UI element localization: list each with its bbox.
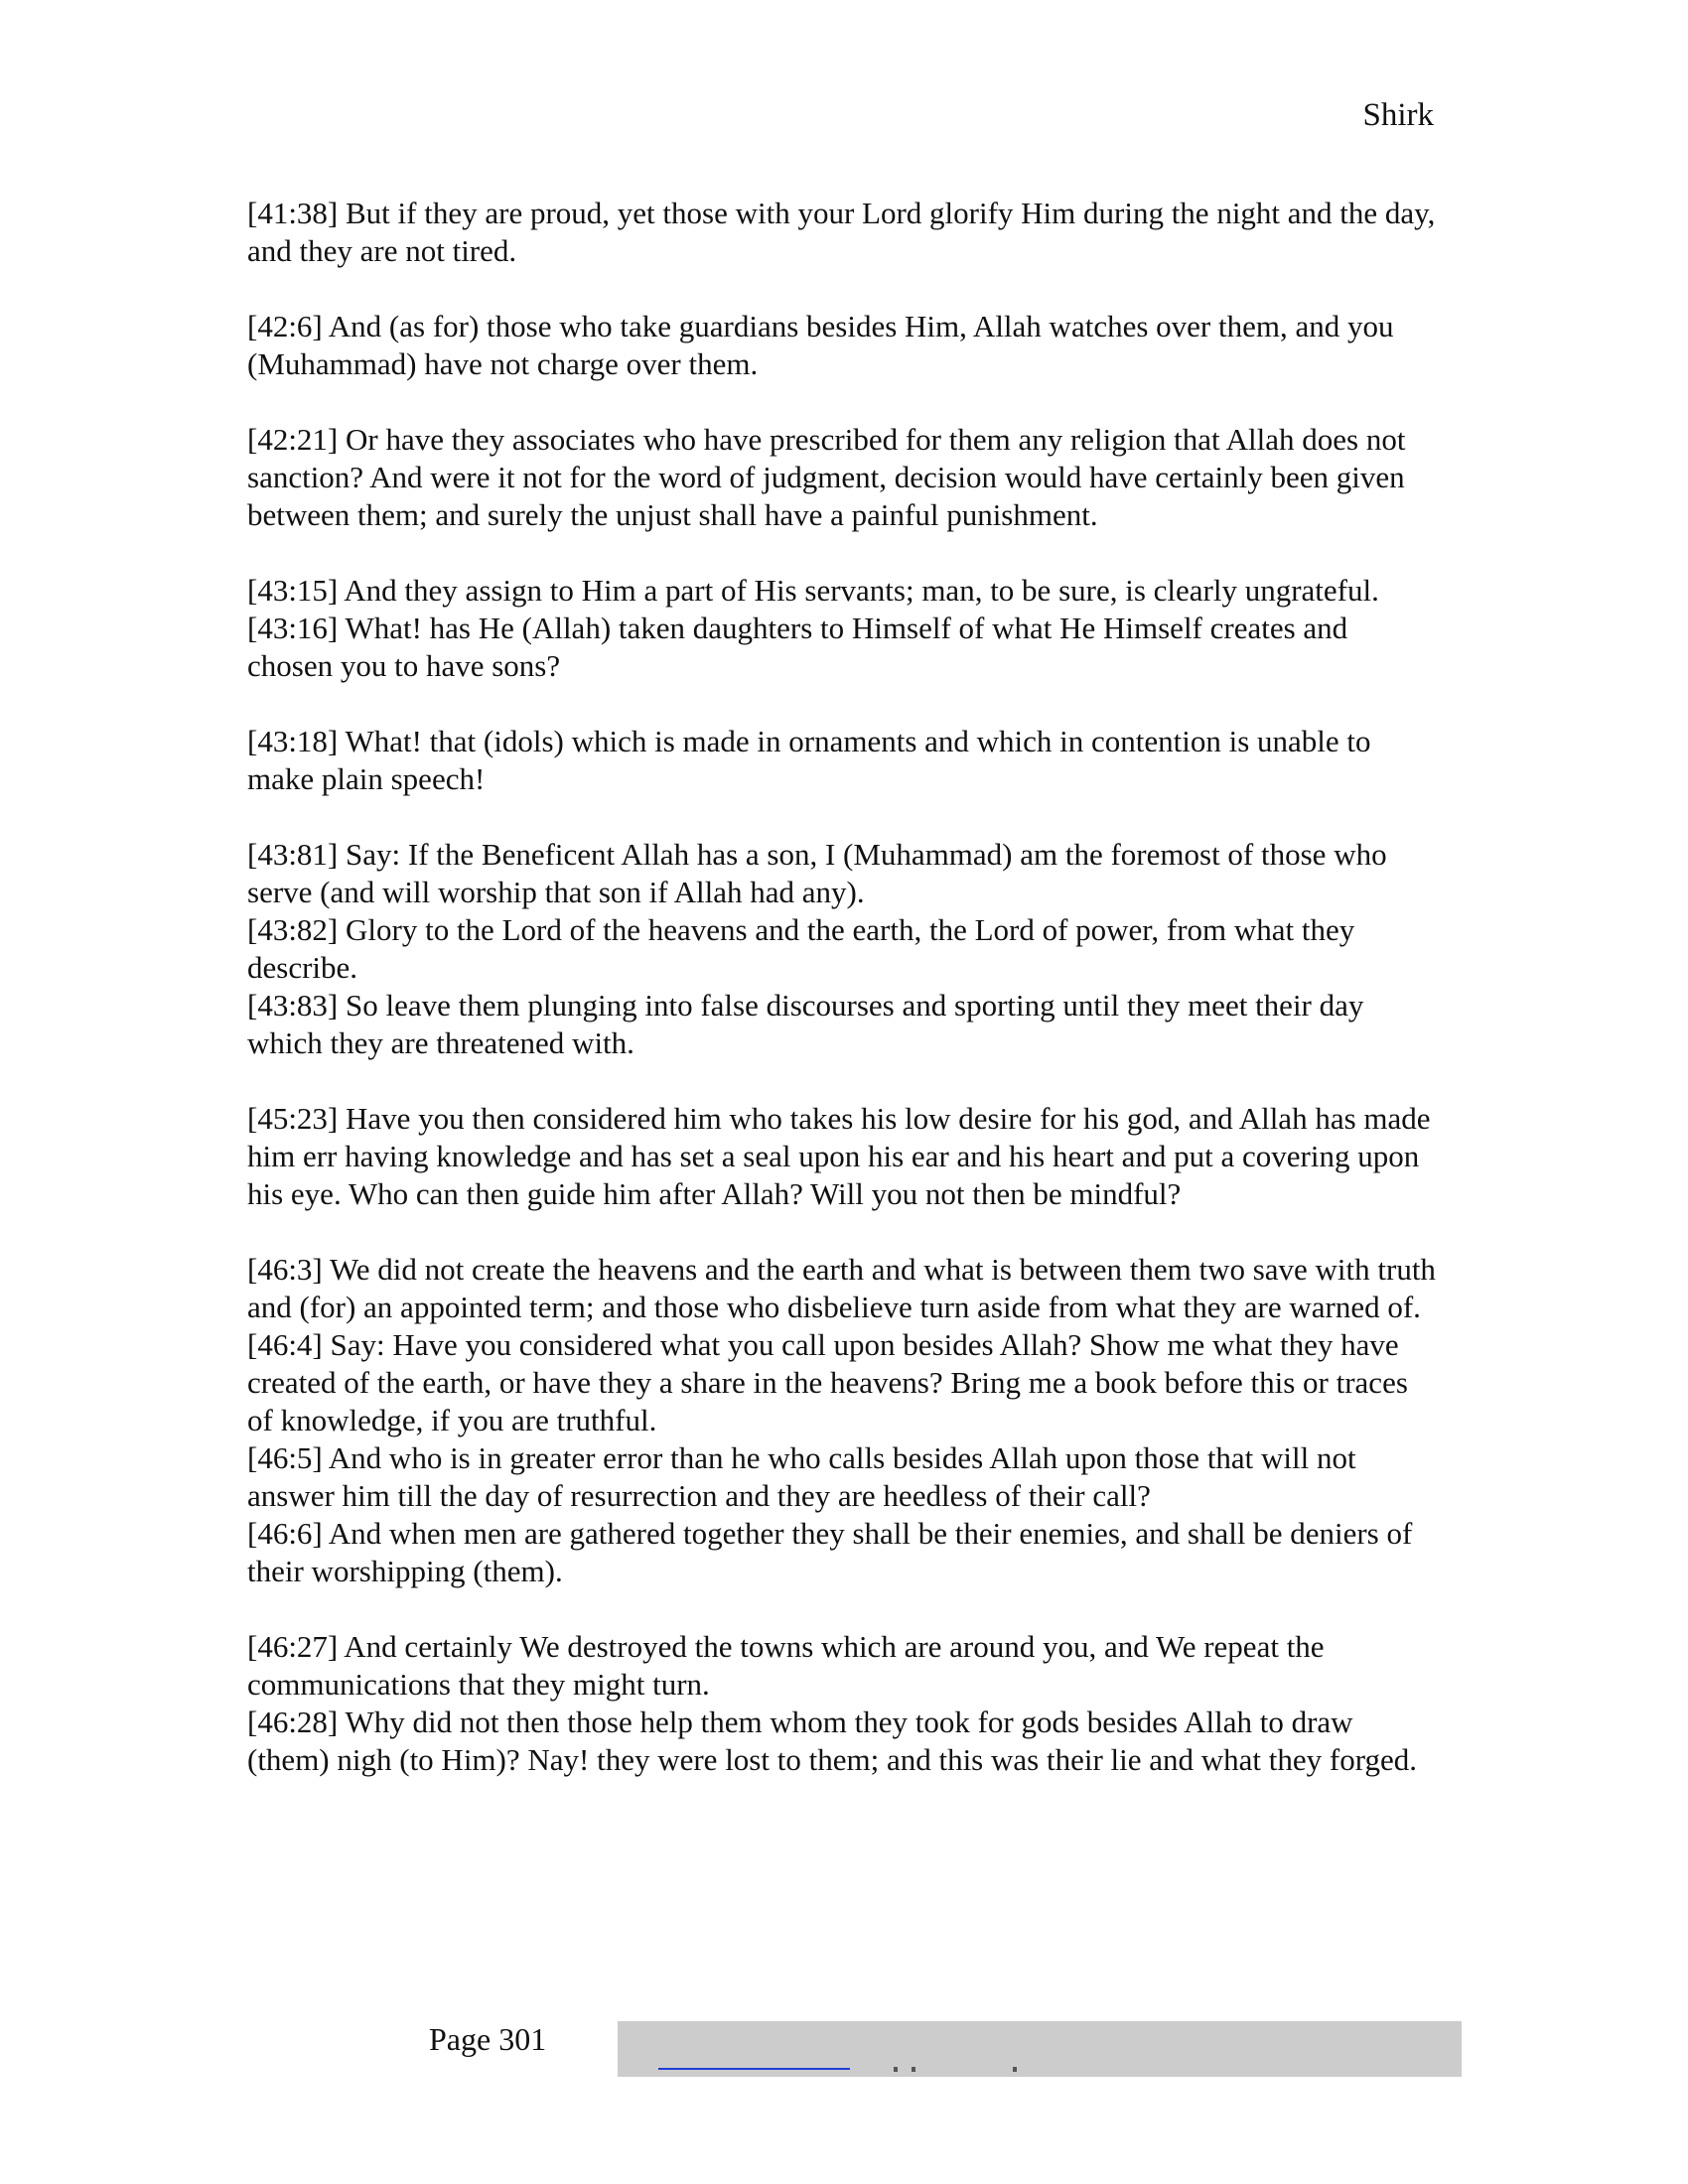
page-header-title: Shirk (1362, 97, 1434, 133)
footer-link-underline[interactable] (658, 2068, 850, 2070)
verse-paragraph: [43:82] Glory to the Lord of the heavens and the earth, the Lord of power, from what they describe. (247, 912, 1355, 985)
verse-group (247, 836, 1439, 1062)
verse-paragraph: [43:83] So leave them plunging into false discourses and sporting until they meet their day which they are threatened with. (247, 988, 1364, 1060)
verse-group (247, 723, 1439, 798)
verse-paragraph: [43:18] What! that (idols) which is made in ornaments and which in contention is unable to make plain speech! (247, 724, 1371, 796)
verse-paragraph: [46:5] And who is in greater error than he who calls besides Allah upon those that will not answer him till the day of resurrection and they are heedless of their call? (247, 1440, 1356, 1513)
verse-paragraph: [46:4] Say: Have you considered what you call upon besides Allah? Show me what they have created of the earth, or have they a share in the heavens? Bring me a book before this or traces of knowledge, if you are truthful. (247, 1327, 1408, 1437)
verse-paragraph: [43:15] And they assign to Him a part of His servants; man, to be sure, is clearly ungrateful. (247, 573, 1379, 608)
verse-paragraph: [46:3] We did not create the heavens and the earth and what is between them two save with truth and (for) an appointed term; and those who disbelieve turn aside from what they are warned of. (247, 1252, 1436, 1324)
verse-group (247, 421, 1439, 534)
verse-paragraph: [45:23] Have you then considered him who takes his low desire for his god, and Allah has made him err having knowledge and has set a seal upon his ear and his heart and put a covering upon his eye. Who can then guide him after Allah? Will you not then be mindful? (247, 1101, 1431, 1211)
page-number: Page 301 (429, 2021, 547, 2057)
verse-group (247, 572, 1439, 685)
verse-paragraph: [46:27] And certainly We destroyed the towns which are around you, and We repeat the communications that they might turn. (247, 1629, 1325, 1702)
verse-group (247, 1251, 1439, 1590)
verse-paragraph: [42:6] And (as for) those who take guardians besides Him, Allah watches over them, and you (Muhammad) have not charge over them. (247, 309, 1394, 381)
verse-paragraph: [43:81] Say: If the Beneficent Allah has a son, I (Muhammad) am the foremost of those who serve (and will worship that son if Allah had any). (247, 837, 1387, 909)
verse-group (247, 1628, 1439, 1779)
footer-link-remnants (864, 2067, 1023, 2073)
verse-group (247, 195, 1439, 270)
verse-paragraph: [46:28] Why did not then those help them whom they took for gods besides Allah to draw (them) nigh (to Him)? Nay! they were lost to them; and this was their lie and what they forged. (247, 1705, 1417, 1777)
verse-group (247, 1100, 1439, 1213)
verse-paragraph: [42:21] Or have they associates who have prescribed for them any religion that Allah does not sanction? And were it not for the word of judgment, decision would have certainly been given between them; and surely the unjust shall have a painful punishment. (247, 422, 1406, 532)
verse-content (247, 195, 1439, 1817)
verse-paragraph: [41:38] But if they are proud, yet those with your Lord glorify Him during the night and the day, and they are not tired. (247, 196, 1436, 268)
verse-group (247, 308, 1439, 383)
verse-paragraph: [43:16] What! has He (Allah) taken daughters to Himself of what He Himself creates and chosen you to have sons? (247, 611, 1348, 683)
verse-paragraph: [46:6] And when men are gathered together they shall be their enemies, and shall be deniers of their worshipping (them). (247, 1516, 1413, 1588)
